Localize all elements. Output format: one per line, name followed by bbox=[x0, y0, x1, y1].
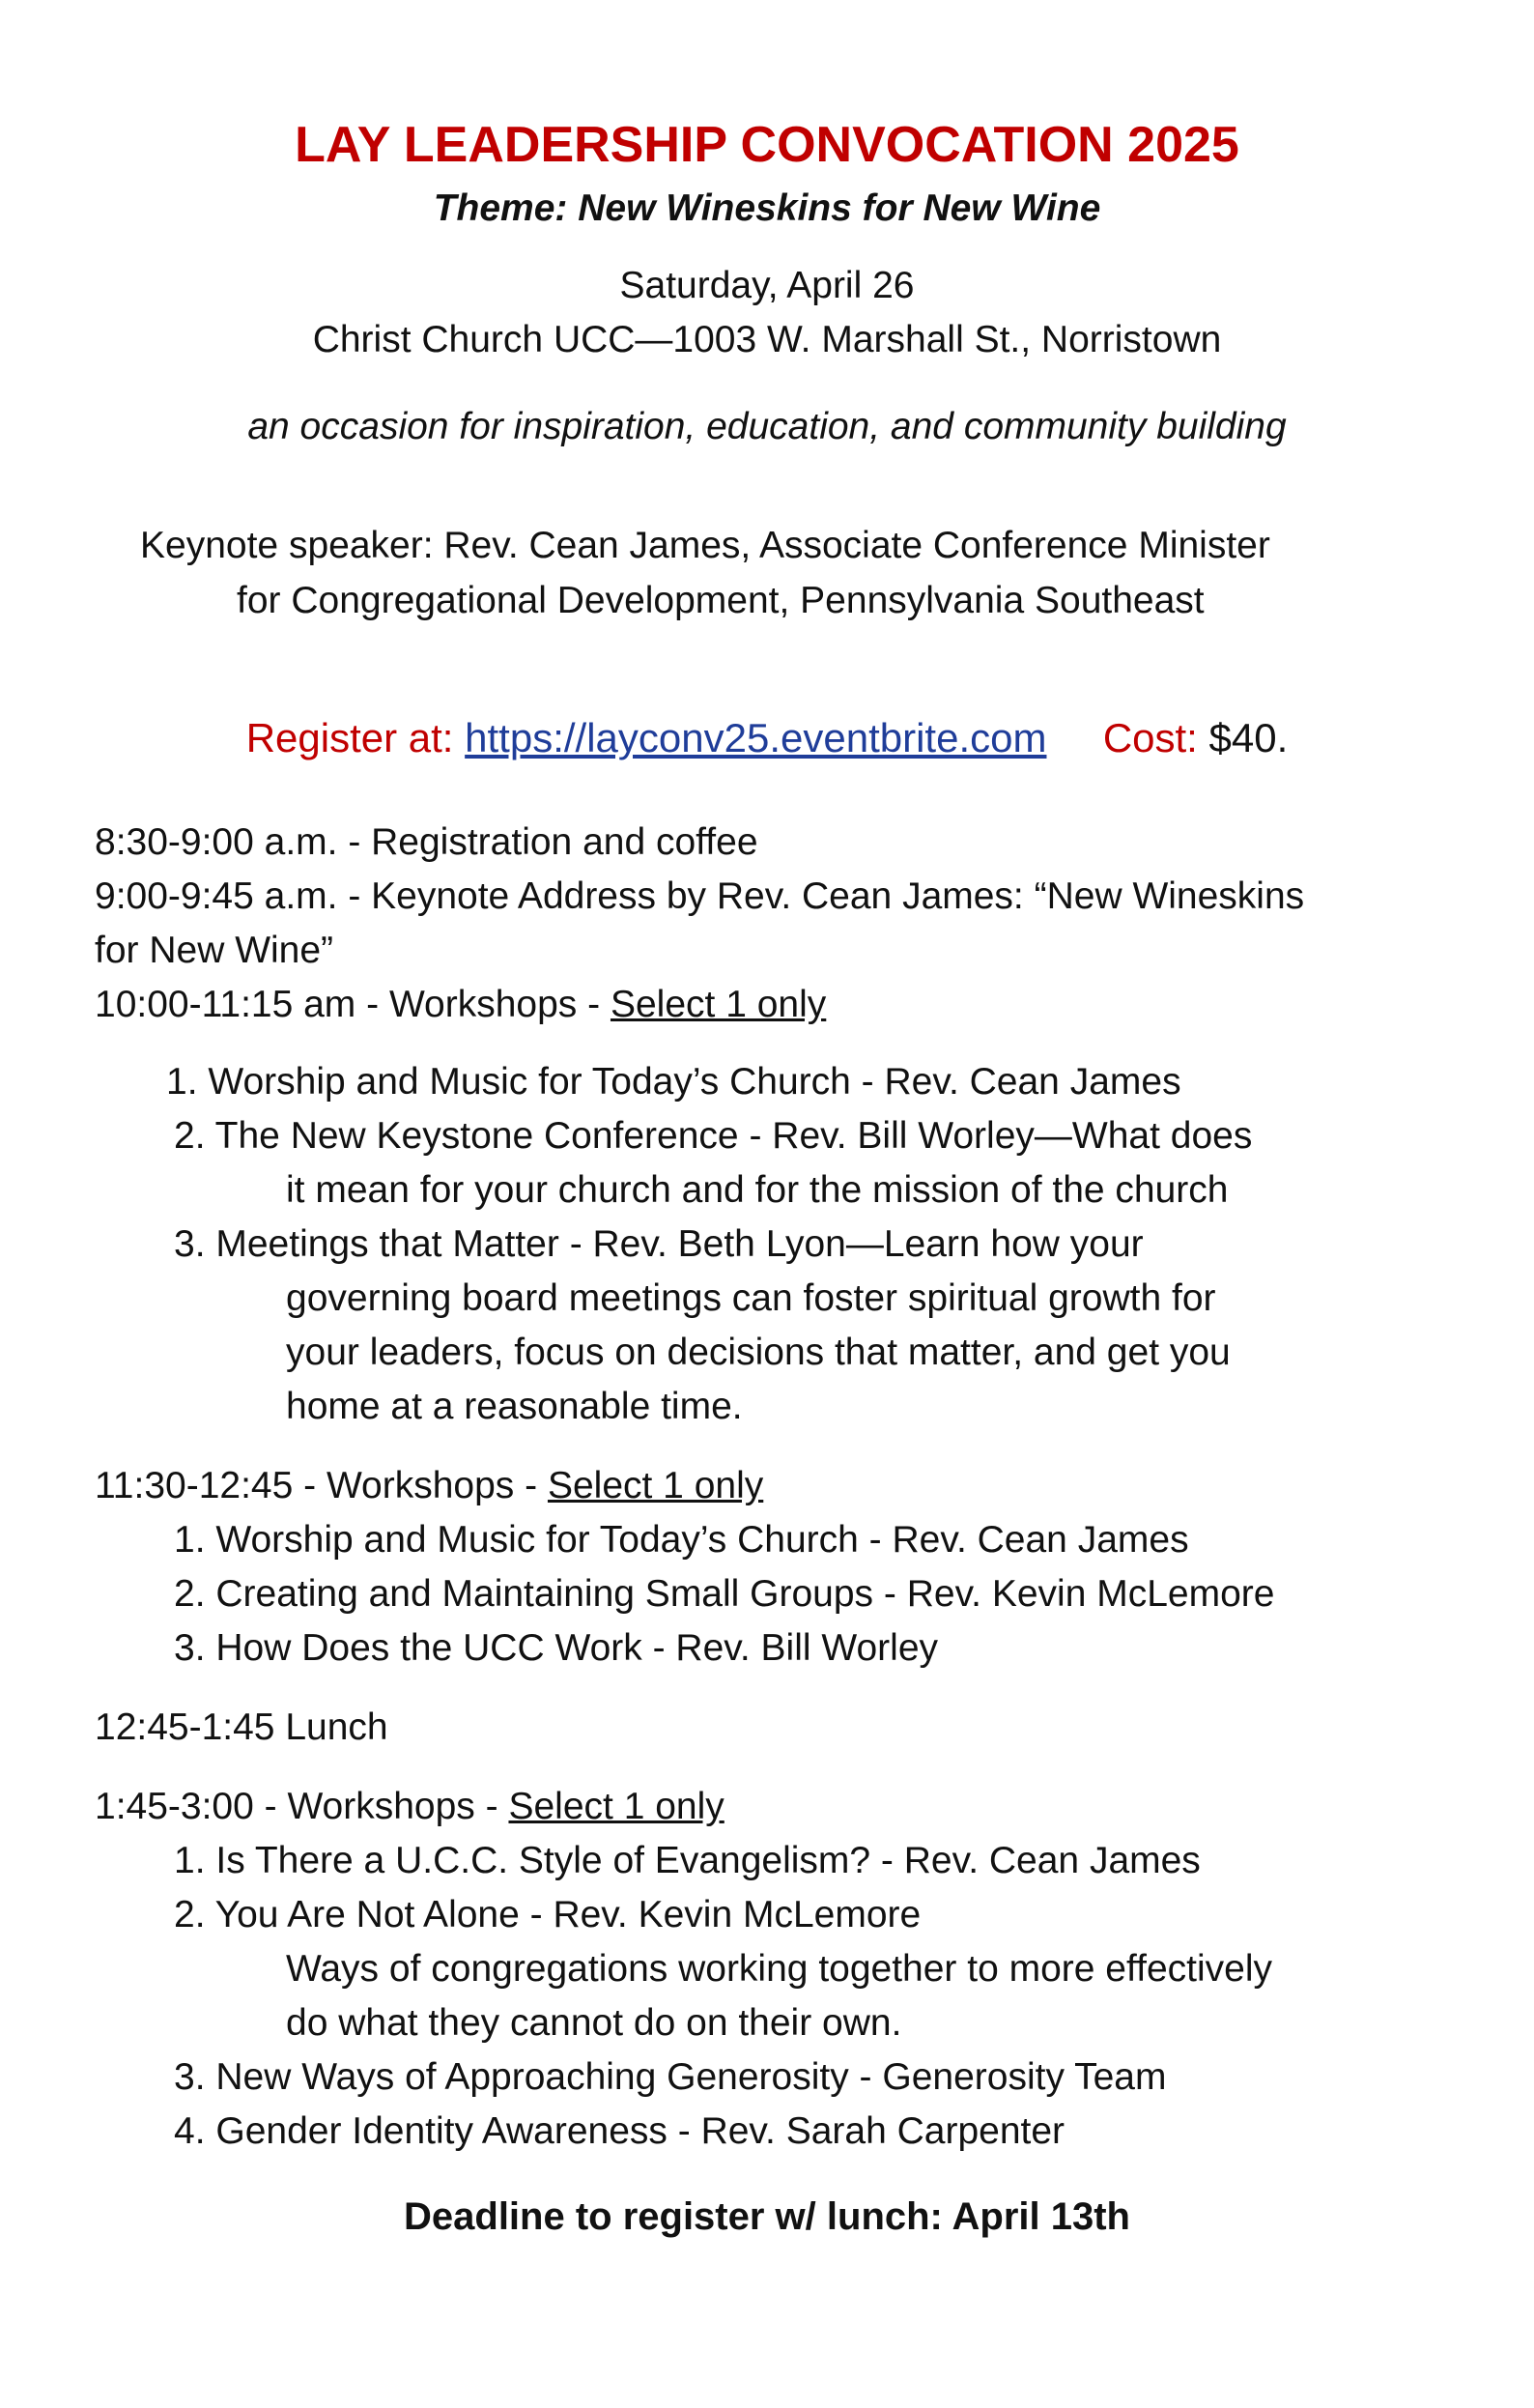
session3-item-2-cont-1: Ways of congregations working together to more effectively bbox=[286, 1948, 1273, 1990]
session3-item-2: 2. You Are Not Alone - Rev. Kevin McLemore bbox=[174, 1894, 922, 1935]
register-line bbox=[0, 715, 1534, 761]
register-link[interactable]: https://layconv25.eventbrite.com bbox=[465, 715, 1047, 760]
session3-item-3: 3. New Ways of Approaching Generosity - Generosity Team bbox=[174, 2056, 1167, 2098]
event-venue: Christ Church UCC—1003 W. Marshall St., Norristown bbox=[312, 319, 1222, 360]
cost-label: Cost: bbox=[1102, 715, 1198, 760]
session1-header bbox=[95, 984, 826, 1026]
session2-select: Select 1 only bbox=[547, 1465, 764, 1506]
keynote-line-1: Keynote speaker: Rev. Cean James, Associate Conference Minister bbox=[140, 525, 1270, 566]
session3-select: Select 1 only bbox=[508, 1786, 724, 1827]
keynote-line-2: for Congregational Development, Pennsylvania Southeast bbox=[237, 580, 1205, 621]
session1-item-1: 1. Worship and Music for Today’s Church - Rev. Cean James bbox=[166, 1061, 1181, 1103]
session1-item-3-cont-2: your leaders, focus on decisions that matter, and get you bbox=[286, 1332, 1231, 1373]
session1-time: 10:00-11:15 am - Workshops - bbox=[95, 984, 611, 1025]
session3-time: 1:45-3:00 - Workshops - bbox=[95, 1786, 509, 1827]
schedule-keynote-2: for New Wine” bbox=[95, 930, 334, 971]
session1-item-3-cont-1: governing board meetings can foster spiritual growth for bbox=[286, 1277, 1216, 1319]
schedule-lunch: 12:45-1:45 Lunch bbox=[95, 1706, 388, 1748]
session1-item-2-cont: it mean for your church and for the mission of the church bbox=[286, 1169, 1229, 1211]
session2-item-1: 1. Worship and Music for Today’s Church - Rev. Cean James bbox=[174, 1519, 1189, 1561]
event-title: LAY LEADERSHIP CONVOCATION 2025 bbox=[295, 117, 1239, 173]
session2-header bbox=[95, 1465, 763, 1507]
session1-item-2: 2. The New Keystone Conference - Rev. Bill Worley—What does bbox=[174, 1115, 1253, 1157]
session1-item-3: 3. Meetings that Matter - Rev. Beth Lyon—Learn how your bbox=[174, 1223, 1144, 1265]
event-theme: Theme: New Wineskins for New Wine bbox=[433, 187, 1101, 229]
session1-select: Select 1 only bbox=[610, 984, 827, 1025]
event-date: Saturday, April 26 bbox=[619, 265, 915, 306]
cost-value: $40. bbox=[1208, 715, 1289, 760]
session3-item-1: 1. Is There a U.C.C. Style of Evangelism? - Rev. Cean James bbox=[174, 1840, 1201, 1881]
schedule-keynote-1: 9:00-9:45 a.m. - Keynote Address by Rev. Cean James: “New Wineskins bbox=[95, 875, 1305, 917]
session3-header bbox=[95, 1786, 724, 1828]
session2-item-3: 3. How Does the UCC Work - Rev. Bill Worley bbox=[174, 1627, 939, 1669]
schedule-registration: 8:30-9:00 a.m. - Registration and coffee bbox=[95, 821, 758, 863]
session3-item-4: 4. Gender Identity Awareness - Rev. Sarah Carpenter bbox=[174, 2110, 1065, 2152]
session2-item-2: 2. Creating and Maintaining Small Groups - Rev. Kevin McLemore bbox=[174, 1573, 1275, 1615]
register-label: Register at: bbox=[245, 715, 454, 760]
event-tagline: an occasion for inspiration, education, and community building bbox=[247, 406, 1287, 447]
session3-item-2-cont-2: do what they cannot do on their own. bbox=[286, 2002, 902, 2044]
session2-time: 11:30-12:45 - Workshops - bbox=[95, 1465, 548, 1506]
registration-deadline: Deadline to register w/ lunch: April 13th bbox=[404, 2195, 1130, 2238]
session1-item-3-cont-3: home at a reasonable time. bbox=[286, 1386, 743, 1427]
